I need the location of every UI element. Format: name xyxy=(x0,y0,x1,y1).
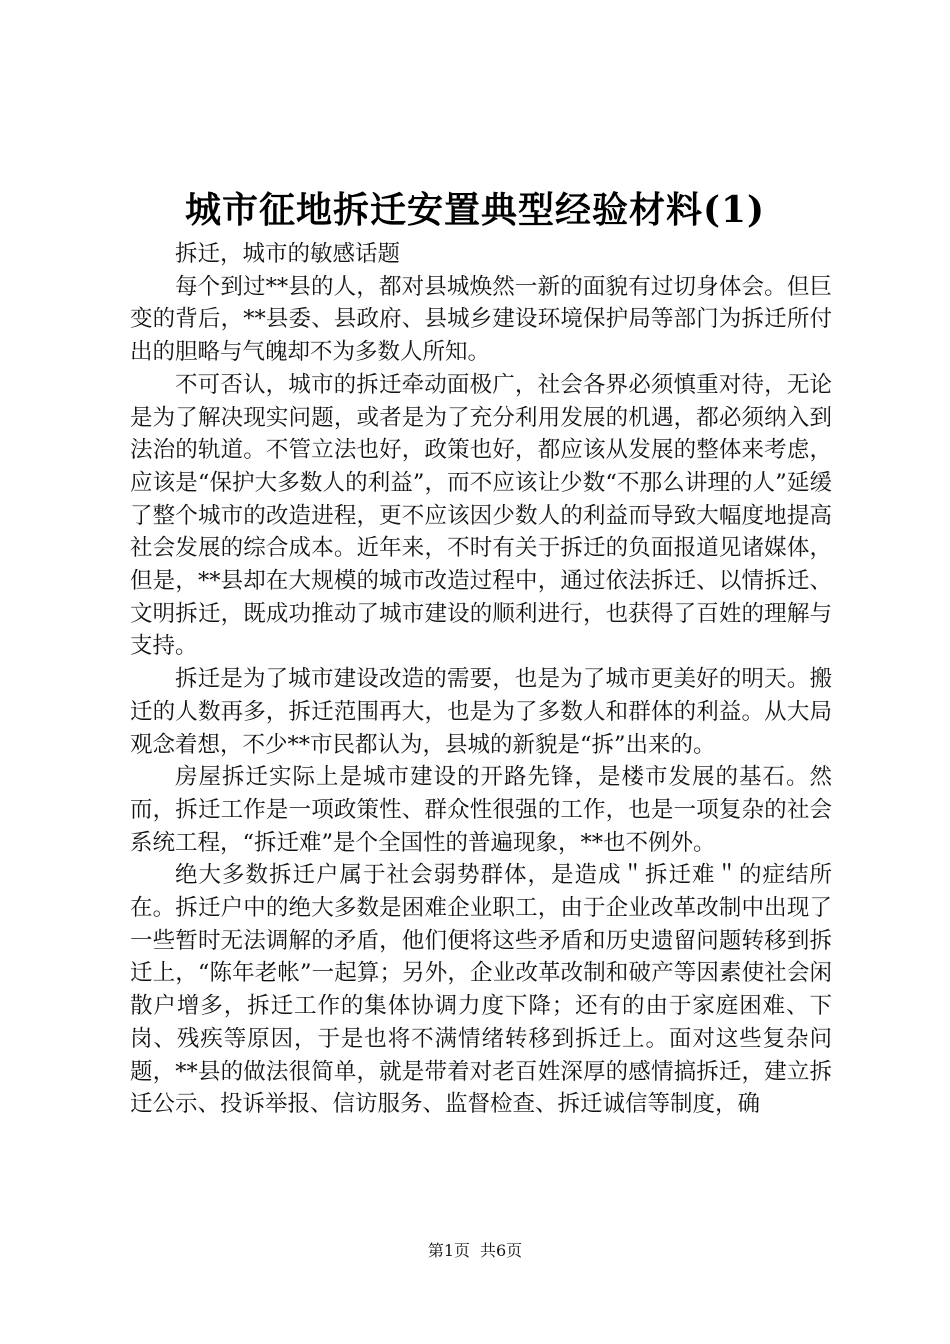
paragraph: 拆迁，城市的敏感话题 xyxy=(175,241,401,267)
paragraph: 拆迁是为了城市建设改造的需要，也是为了城市更美好的明天。搬迁的人数再多，拆迁范围再大，也是为了多数人和群体的利益。从大局观念着想，不少**市民都认为，县城的新貌是“拆”出来的。 xyxy=(130,666,832,758)
document-title: 城市征地拆迁安置典型经验材料(1) xyxy=(184,189,766,231)
page-footer xyxy=(0,1240,950,1262)
paragraph: 每个到过**县的人，都对县城焕然一新的面貌有过切身体会。但巨变的背后，**县委、县政府、县城乡建设环境保护局等部门为拆迁所付出的胆略与气魄却不为多数人所知。 xyxy=(130,273,832,366)
paragraph: 绝大多数拆迁户属于社会弱势群体，是造成＂拆迁难＂的症结所在。拆迁户中的绝大多数是困难企业职工，由于企业改革改制中出现了一些暂时无法调解的矛盾，他们便将这些矛盾和历史遗留问题转移到拆迁上，“陈年老帐”一起算；另外，企业改革改制和破产等因素使社会闲散户增多，拆迁工作的集体协调力度下降；还有的由于家庭困难、下岗、残疾等原因，于是也将不满情绪转移到拆迁上。面对这些复杂问题，**县的做法很简单，就是带着对老百姓深厚的感情搞拆迁，建立拆迁公示、投诉举报、信访服务、监督检查、拆迁诚信等制度，确 xyxy=(130,862,832,1118)
document-body xyxy=(130,238,832,1121)
paragraph: 房屋拆迁实际上是城市建设的开路先锋，是楼市发展的基石。然而，拆迁工作是一项政策性、群众性很强的工作，也是一项复杂的社会系统工程，“拆迁难”是个全国性的普遍现象，**也不例外。 xyxy=(130,764,832,856)
paragraph: 不可否认，城市的拆迁牵动面极广，社会各界必须慎重对待，无论是为了解决现实问题，或者是为了充分利用发展的机遇，都必须纳入到法治的轨道。不管立法也好，政策也好，都应该从发展的整体来考虑，应该是“保护大多数人的利益”，而不应该让少数“不那么讲理的人”延缓了整个城市的改造进程，更不应该因少数人的利益而导致大幅度地提高社会发展的综合成本。近年来，不时有关于拆迁的负面报道见诸媒体，但是，**县却在大规模的城市改造过程中，通过依法拆迁、以情拆迁、文明拆迁，既成功推动了城市建设的顺利进行，也获得了百姓的理解与支持。 xyxy=(130,371,832,660)
page-total: 共6页 xyxy=(480,1241,523,1260)
page-number: 第1页 xyxy=(427,1241,470,1260)
